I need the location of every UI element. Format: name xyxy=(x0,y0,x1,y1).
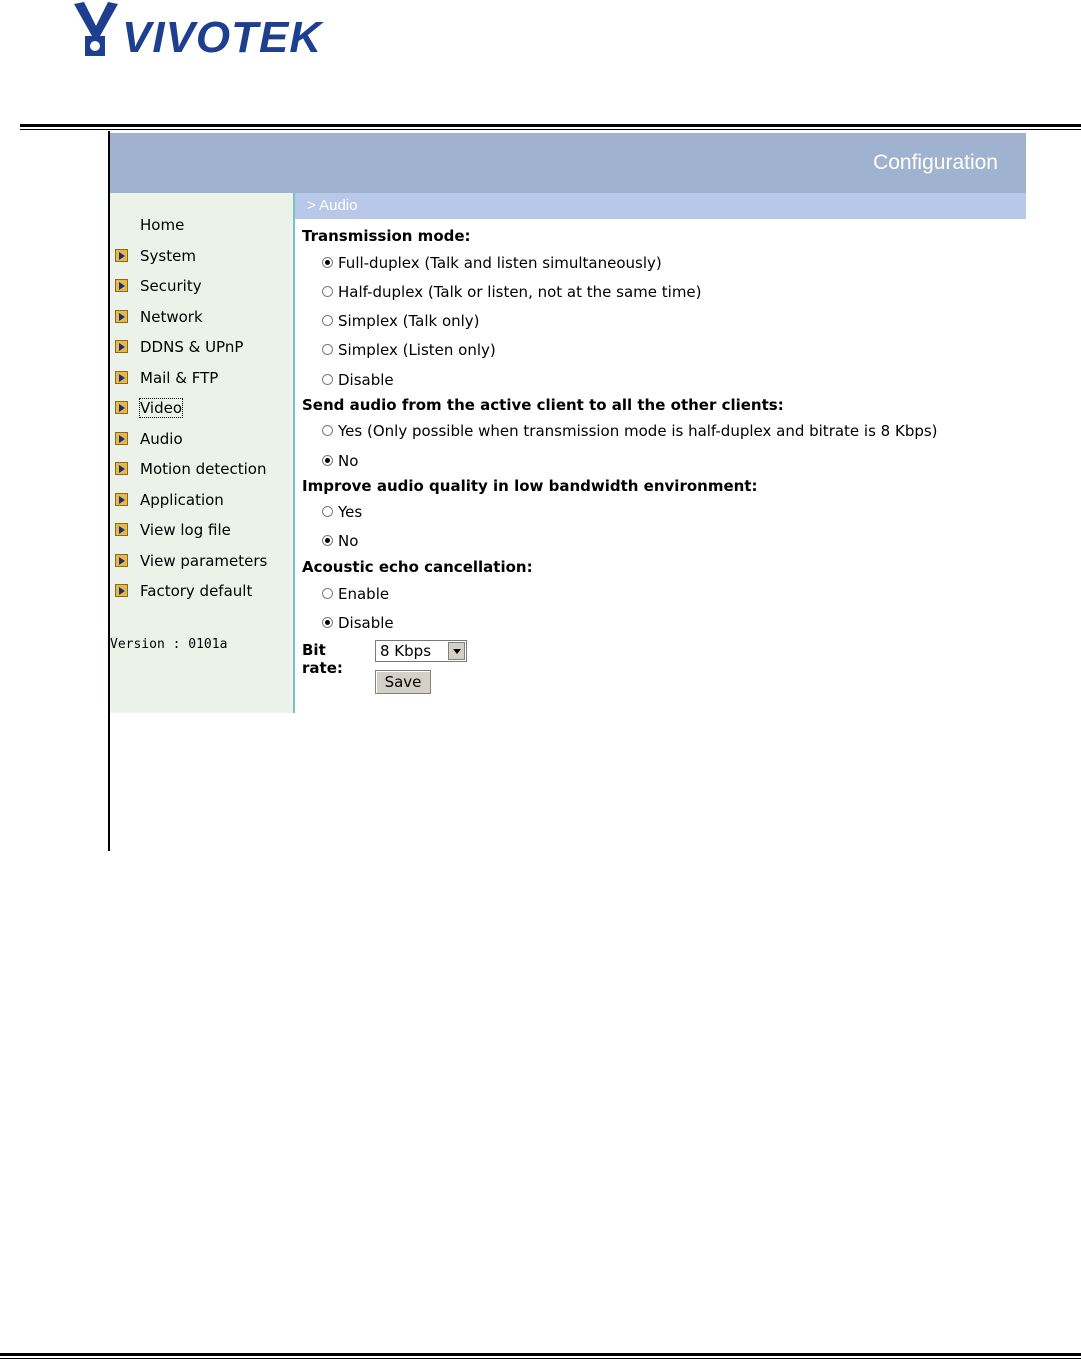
radio-checked-icon[interactable] xyxy=(322,535,333,546)
radio-unchecked-icon[interactable] xyxy=(322,286,333,297)
radio-unchecked-icon[interactable] xyxy=(322,588,333,599)
version-text: Version : 0101a xyxy=(110,637,228,652)
transmission-mode-label: Transmission mode: xyxy=(302,227,471,245)
sidebar-item-label: Mail & FTP xyxy=(140,369,219,387)
radio-label: Simplex (Talk only) xyxy=(338,312,480,330)
radio-label: Half-duplex (Talk or listen, not at the same time) xyxy=(338,283,702,301)
radio-unchecked-icon[interactable] xyxy=(322,374,333,385)
sidebar-item-system[interactable] xyxy=(110,243,293,269)
radio-label: Full-duplex (Talk and listen simultaneously) xyxy=(338,254,662,272)
arrow-right-icon xyxy=(115,493,128,506)
radio-transmission-disable[interactable] xyxy=(322,370,394,390)
sidebar-item-view-parameters[interactable] xyxy=(110,548,293,574)
radio-label: Yes (Only possible when transmission mode is half-duplex and bitrate is 8 Kbps) xyxy=(338,422,938,440)
chevron-down-icon[interactable] xyxy=(448,642,465,660)
top-rule-thin xyxy=(20,129,1081,130)
radio-send-audio-no[interactable] xyxy=(322,451,358,471)
vivotek-logo xyxy=(70,0,330,62)
bottom-rule xyxy=(0,1353,1081,1356)
logo-text: VIVOTEK xyxy=(122,13,323,62)
sidebar-item-network[interactable] xyxy=(110,304,293,330)
sidebar-item-label: DDNS & UPnP xyxy=(140,338,244,356)
sidebar-item-label: Motion detection xyxy=(140,460,267,478)
send-audio-label: Send audio from the active client to all the other clients: xyxy=(302,396,784,414)
radio-label: Disable xyxy=(338,371,394,389)
save-button[interactable]: Save xyxy=(375,670,431,694)
radio-checked-icon[interactable] xyxy=(322,617,333,628)
arrow-right-icon xyxy=(115,462,128,475)
radio-unchecked-icon[interactable] xyxy=(322,315,333,326)
sidebar-item-label: System xyxy=(140,247,196,265)
radio-full-duplex[interactable] xyxy=(322,253,662,273)
radio-unchecked-icon[interactable] xyxy=(322,506,333,517)
radio-checked-icon[interactable] xyxy=(322,455,333,466)
radio-label: Enable xyxy=(338,585,390,603)
sidebar-item-security[interactable] xyxy=(110,273,293,299)
sidebar-item-label: Security xyxy=(140,277,202,295)
sidebar-item-label: Factory default xyxy=(140,582,253,600)
radio-send-audio-yes[interactable] xyxy=(322,421,938,441)
sidebar-item-label: View parameters xyxy=(140,552,268,570)
radio-improve-yes[interactable] xyxy=(322,502,362,522)
arrow-right-icon xyxy=(115,584,128,597)
sidebar-item-label: Network xyxy=(140,308,203,326)
content-divider xyxy=(293,193,295,713)
config-header xyxy=(110,133,1026,193)
radio-simplex-listen[interactable] xyxy=(322,340,496,360)
arrow-right-icon xyxy=(115,554,128,567)
sidebar-item-view-log-file[interactable] xyxy=(110,517,293,543)
arrow-right-icon xyxy=(115,432,128,445)
arrow-right-icon xyxy=(115,310,128,323)
radio-improve-no[interactable] xyxy=(322,531,358,551)
bitrate-label: Bit rate: xyxy=(302,641,343,677)
arrow-right-icon xyxy=(115,371,128,384)
radio-checked-icon[interactable] xyxy=(322,257,333,268)
arrow-right-icon xyxy=(115,401,128,414)
sidebar-item-motion-detection[interactable] xyxy=(110,456,293,482)
top-rule xyxy=(20,124,1081,127)
sidebar-item-home[interactable] xyxy=(110,212,293,238)
radio-label: Simplex (Listen only) xyxy=(338,341,496,359)
radio-label: Disable xyxy=(338,614,394,632)
arrow-right-icon xyxy=(115,249,128,262)
sidebar-item-application[interactable] xyxy=(110,487,293,513)
sidebar-item-label: Home xyxy=(140,216,185,234)
page-title: Configuration xyxy=(873,151,998,174)
sidebar-item-video[interactable] xyxy=(110,395,293,421)
radio-unchecked-icon[interactable] xyxy=(322,425,333,436)
sidebar-item-label: Video xyxy=(140,399,183,417)
sidebar-item-label: View log file xyxy=(140,521,231,539)
bottom-rule-thin xyxy=(0,1358,1081,1359)
arrow-right-icon xyxy=(115,340,128,353)
radio-unchecked-icon[interactable] xyxy=(322,344,333,355)
breadcrumb-text: > Audio xyxy=(307,197,358,214)
radio-label: Yes xyxy=(338,503,363,521)
arrow-right-icon xyxy=(115,279,128,292)
radio-echo-enable[interactable] xyxy=(322,584,389,604)
radio-half-duplex[interactable] xyxy=(322,282,702,302)
bitrate-value: 8 Kbps xyxy=(380,642,432,660)
radio-echo-disable[interactable] xyxy=(322,613,394,633)
breadcrumb xyxy=(295,193,1026,219)
sidebar-item-label: Audio xyxy=(140,430,183,448)
logo-mark-icon xyxy=(70,0,124,60)
sidebar-item-label: Application xyxy=(140,491,224,509)
sidebar-item-ddns-upnp[interactable] xyxy=(110,334,293,360)
sidebar xyxy=(110,193,293,713)
improve-quality-label: Improve audio quality in low bandwidth environment: xyxy=(302,477,758,495)
sidebar-item-factory-default[interactable] xyxy=(110,578,293,604)
sidebar-item-mail-ftp[interactable] xyxy=(110,365,293,391)
echo-cancellation-label: Acoustic echo cancellation: xyxy=(302,558,533,576)
radio-simplex-talk[interactable] xyxy=(322,311,480,331)
radio-label: No xyxy=(338,532,359,550)
arrow-right-icon xyxy=(115,523,128,536)
radio-label: No xyxy=(338,452,359,470)
bitrate-select[interactable] xyxy=(375,640,467,662)
sidebar-item-audio[interactable] xyxy=(110,426,293,452)
